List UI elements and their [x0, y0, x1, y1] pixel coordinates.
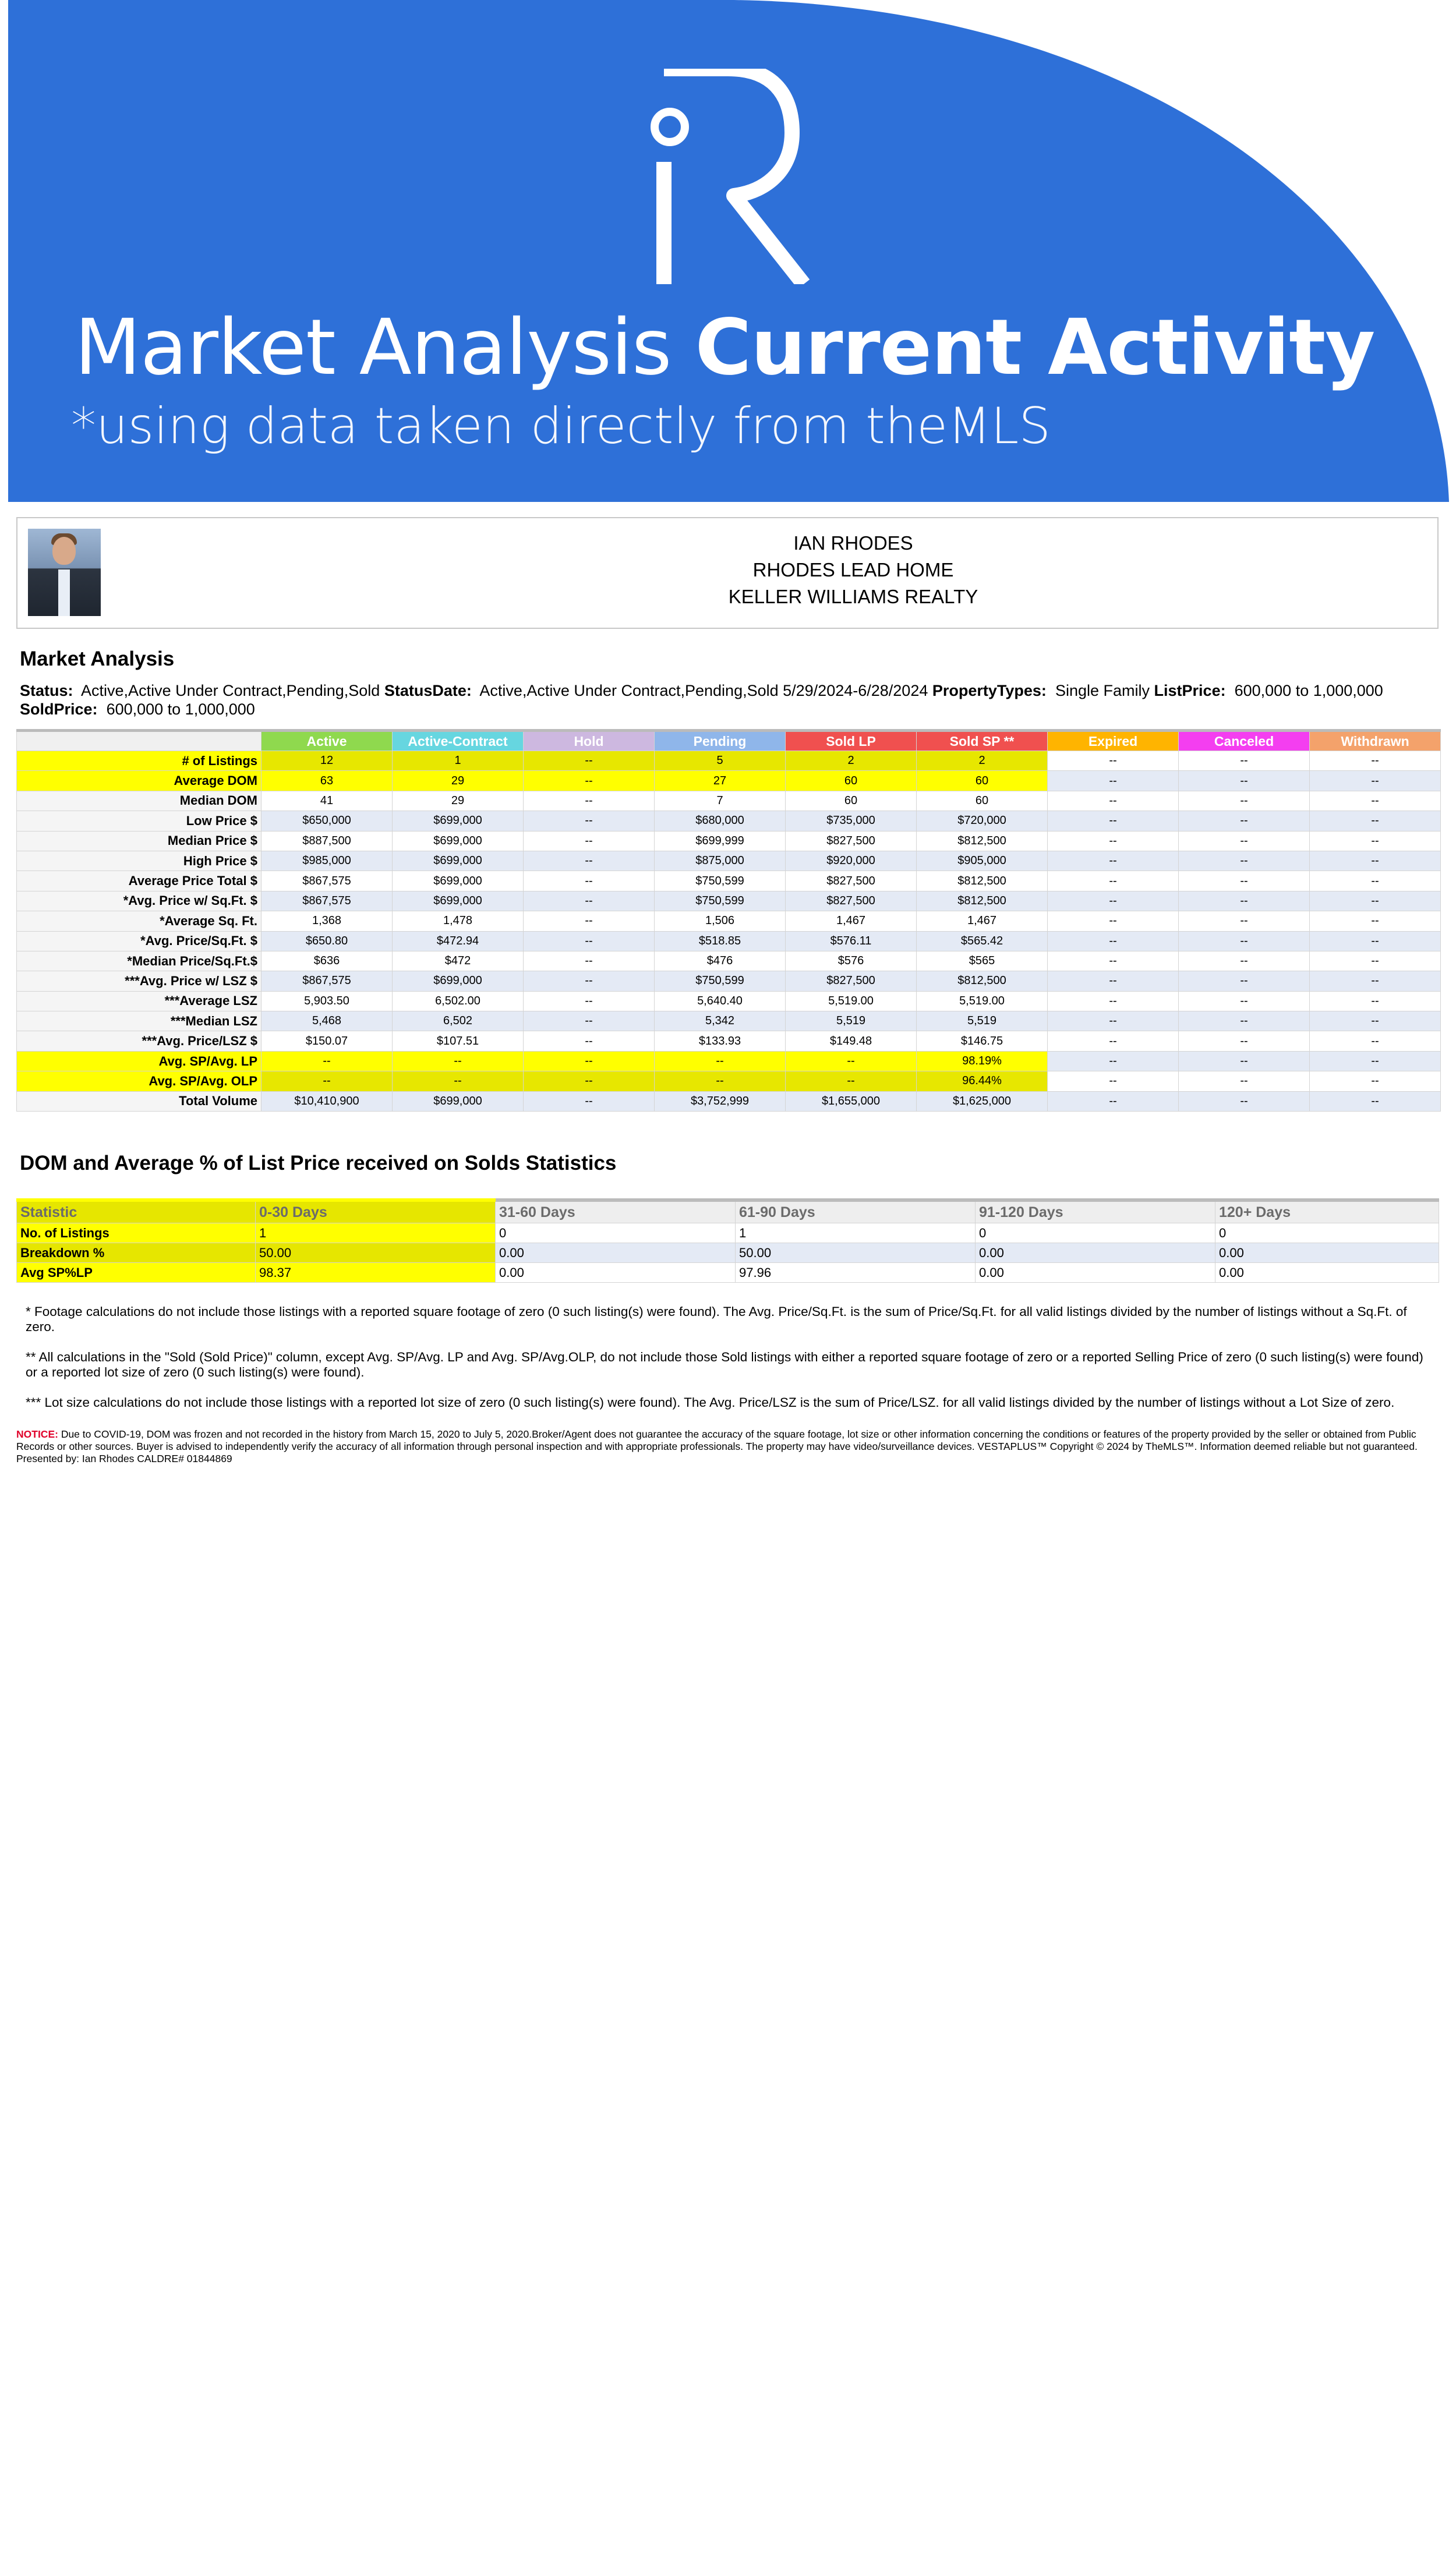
table-cell: $905,000: [917, 851, 1048, 871]
iR-logo-icon: [641, 69, 815, 284]
table-cell: 5,519.00: [917, 991, 1048, 1011]
table-cell: --: [524, 991, 655, 1011]
table-cell: --: [1048, 791, 1179, 811]
table-cell: 63: [261, 771, 393, 791]
table-cell: $875,000: [655, 851, 786, 871]
table-cell: 60: [917, 791, 1048, 811]
table-cell: --: [524, 911, 655, 931]
table-cell: $680,000: [655, 811, 786, 831]
table-cell: --: [1310, 871, 1441, 891]
table-cell: --: [1310, 1031, 1441, 1051]
market-analysis-heading: Market Analysis: [20, 647, 175, 670]
table-cell: --: [524, 871, 655, 891]
table-cell: --: [393, 1051, 524, 1071]
table-row: [17, 1243, 1439, 1263]
row-label: Average DOM: [17, 771, 261, 791]
table-cell: --: [786, 1071, 917, 1091]
table-cell: $867,575: [261, 891, 393, 911]
table-cell: 98.37: [256, 1263, 496, 1283]
column-header: 120+ Days: [1215, 1200, 1439, 1223]
table-cell: $827,500: [786, 871, 917, 891]
table-cell: 29: [393, 771, 524, 791]
row-label: Avg. SP/Avg. OLP: [17, 1071, 261, 1091]
table-cell: 5,519.00: [786, 991, 917, 1011]
row-label: Median DOM: [17, 791, 261, 811]
table-cell: $720,000: [917, 811, 1048, 831]
row-label: Avg SP%LP: [17, 1263, 256, 1283]
table-cell: --: [1048, 1031, 1179, 1051]
table-cell: --: [524, 951, 655, 971]
column-header: Sold SP **: [917, 731, 1048, 751]
table-cell: --: [1048, 1091, 1179, 1111]
dom-stats-table: [16, 1198, 1439, 1283]
table-cell: --: [1310, 911, 1441, 931]
table-cell: --: [1310, 1071, 1441, 1091]
table-row: [17, 1263, 1439, 1283]
notice-label: NOTICE:: [16, 1428, 58, 1440]
table-cell: 1,467: [786, 911, 917, 931]
table-cell: 60: [786, 771, 917, 791]
table-cell: --: [1179, 1051, 1310, 1071]
table-cell: --: [1048, 1011, 1179, 1031]
row-label: *Avg. Price w/ Sq.Ft. $: [17, 891, 261, 911]
table-cell: --: [524, 1051, 655, 1071]
page-subtitle: *using data taken directly from theMLS: [71, 397, 1051, 455]
table-cell: --: [1179, 891, 1310, 911]
table-cell: --: [524, 791, 655, 811]
table-cell: $133.93: [655, 1031, 786, 1051]
table-cell: --: [1179, 791, 1310, 811]
table-cell: --: [1179, 1091, 1310, 1111]
table-cell: $565: [917, 951, 1048, 971]
table-cell: --: [655, 1071, 786, 1091]
table-cell: $150.07: [261, 1031, 393, 1051]
table-cell: --: [1310, 771, 1441, 791]
table-cell: 60: [786, 791, 917, 811]
table-cell: $812,500: [917, 831, 1048, 851]
table-cell: --: [786, 1051, 917, 1071]
table-cell: 5,342: [655, 1011, 786, 1031]
table-cell: $699,000: [393, 971, 524, 991]
notice-text: Due to COVID-19, DOM was frozen and not recorded in the history from March 15, 2020 to July 5, 2020.Broker/Agent does not guarantee the accuracy of the square footage, lot size or other information concerning the conditions or features of the property provided by the seller or obtained from Public Records or other sources. Buyer is advised to independently verify the accuracy of all information through personal inspection and with appropriate professionals. The property may have video/surveillance devices. VESTAPLUS™ Copyright © 2024 by TheMLS™. Information deemed reliable but not guaranteed. Presented by: Ian Rhodes CALDRE# 01844869: [16, 1428, 1418, 1464]
table-cell: 27: [655, 771, 786, 791]
table-cell: --: [1048, 811, 1179, 831]
row-label: Avg. SP/Avg. LP: [17, 1051, 261, 1071]
table-cell: $750,599: [655, 871, 786, 891]
table-cell: --: [1310, 891, 1441, 911]
table-cell: $867,575: [261, 971, 393, 991]
table-cell: 5,468: [261, 1011, 393, 1031]
table-cell: $920,000: [786, 851, 917, 871]
table-cell: 1: [736, 1223, 976, 1243]
table-cell: $699,000: [393, 1091, 524, 1111]
table-row: [17, 1031, 1441, 1051]
table-cell: 0.00: [1215, 1243, 1439, 1263]
agent-brokerage: KELLER WILLIAMS REALTY: [728, 586, 978, 607]
table-cell: --: [1310, 811, 1441, 831]
table-row: [17, 1011, 1441, 1031]
table-cell: 0: [496, 1223, 736, 1243]
table-cell: 0: [1215, 1223, 1439, 1243]
table-cell: 5,903.50: [261, 991, 393, 1011]
table-cell: $518.85: [655, 931, 786, 951]
table-cell: --: [1179, 931, 1310, 951]
table-cell: 1: [393, 751, 524, 771]
table-cell: --: [524, 851, 655, 871]
table-cell: --: [1310, 1051, 1441, 1071]
table-row: [17, 751, 1441, 771]
table-cell: 0: [976, 1223, 1215, 1243]
row-label: No. of Listings: [17, 1223, 256, 1243]
agent-photo: [28, 529, 101, 616]
table-cell: --: [261, 1051, 393, 1071]
table-cell: $812,500: [917, 891, 1048, 911]
table-cell: --: [1048, 1071, 1179, 1091]
column-header: Pending: [655, 731, 786, 751]
table-row: [17, 891, 1441, 911]
agent-name: IAN RHODES: [793, 532, 913, 554]
table-cell: --: [524, 1031, 655, 1051]
table-cell: --: [1179, 851, 1310, 871]
table-cell: $472.94: [393, 931, 524, 951]
table-cell: $985,000: [261, 851, 393, 871]
table-cell: 1,467: [917, 911, 1048, 931]
table-cell: --: [524, 1011, 655, 1031]
table-header-blank: [17, 731, 261, 751]
table-row: [17, 1051, 1441, 1071]
column-header: Sold LP: [786, 731, 917, 751]
table-cell: $699,000: [393, 831, 524, 851]
table-row: [17, 791, 1441, 811]
page-title: Market Analysis Current Activity: [75, 303, 1375, 392]
market-analysis-table: [16, 729, 1441, 1112]
table-cell: --: [1310, 831, 1441, 851]
table-cell: $750,599: [655, 971, 786, 991]
table-cell: --: [1310, 991, 1441, 1011]
table-cell: 6,502.00: [393, 991, 524, 1011]
table-cell: 50.00: [736, 1243, 976, 1263]
notice: [16, 1428, 1437, 1465]
table-cell: 1,506: [655, 911, 786, 931]
table-cell: 41: [261, 791, 393, 811]
table-cell: $565.42: [917, 931, 1048, 951]
agent-card: [16, 517, 1439, 629]
table-cell: --: [524, 891, 655, 911]
footnote-1: * Footage calculations do not include those listings with a reported square footage of zero (0 such listing(s) were found). The Avg. Price/Sq.Ft. is the sum of Price/Sq.Ft. for all valid listings divided by the number of listings without a Sq.Ft. of zero.: [26, 1304, 1407, 1334]
table-row: [17, 811, 1441, 831]
table-row: [17, 991, 1441, 1011]
table-cell: 2: [917, 751, 1048, 771]
footnote-3: *** Lot size calculations do not include those listings with a reported lot size of zero (0 such listing(s) were found). The Avg. Price/LSZ is the sum of Price/LSZ. for all valid listings divided by the number of listings without a Lot Size of zero.: [26, 1395, 1395, 1410]
table-cell: --: [1179, 1031, 1310, 1051]
table-cell: $827,500: [786, 971, 917, 991]
table-cell: 1,368: [261, 911, 393, 931]
table-cell: $1,625,000: [917, 1091, 1048, 1111]
table-cell: --: [1048, 751, 1179, 771]
table-row: [17, 851, 1441, 871]
table-cell: --: [1179, 1071, 1310, 1091]
table-cell: --: [1048, 851, 1179, 871]
table-cell: --: [1048, 991, 1179, 1011]
table-cell: $812,500: [917, 871, 1048, 891]
column-header: Active-Contract: [393, 731, 524, 751]
table-cell: --: [1179, 971, 1310, 991]
table-cell: 29: [393, 791, 524, 811]
table-row: [17, 831, 1441, 851]
table-header-row: [17, 731, 1441, 751]
table-cell: $476: [655, 951, 786, 971]
table-cell: --: [1310, 971, 1441, 991]
row-label: Breakdown %: [17, 1243, 256, 1263]
table-cell: 0.00: [976, 1243, 1215, 1263]
row-label: *Avg. Price/Sq.Ft. $: [17, 931, 261, 951]
column-header: 31-60 Days: [496, 1200, 736, 1223]
column-header: 91-120 Days: [976, 1200, 1215, 1223]
table-cell: 0.00: [496, 1263, 736, 1283]
header-banner: [0, 0, 1456, 512]
search-criteria: Status: Active,Active Under Contract,Pending,Sold StatusDate: Active,Active Under Contract,Pending,Sold 5/29/2024-6/28/2024 PropertyTypes: Single Family ListPrice: 600,000 to 1,000,000 SoldPrice: 600,000 to 1,000,000: [20, 682, 1383, 718]
row-label: ***Average LSZ: [17, 991, 261, 1011]
table-cell: --: [1179, 811, 1310, 831]
table-cell: $812,500: [917, 971, 1048, 991]
table-cell: --: [1048, 871, 1179, 891]
dom-stats-heading: DOM and Average % of List Price received on Solds Statistics: [20, 1152, 617, 1174]
table-cell: --: [524, 831, 655, 851]
table-cell: --: [393, 1071, 524, 1091]
table-cell: $149.48: [786, 1031, 917, 1051]
row-label: ***Avg. Price/LSZ $: [17, 1031, 261, 1051]
table-cell: 0.00: [1215, 1263, 1439, 1283]
column-header: Hold: [524, 731, 655, 751]
table-cell: --: [1048, 891, 1179, 911]
table-cell: --: [1048, 831, 1179, 851]
table-cell: --: [1310, 951, 1441, 971]
table-cell: $699,000: [393, 851, 524, 871]
table-cell: --: [1048, 911, 1179, 931]
table-cell: --: [1310, 1011, 1441, 1031]
table-cell: $3,752,999: [655, 1091, 786, 1111]
table-cell: $699,000: [393, 891, 524, 911]
table-cell: --: [1179, 951, 1310, 971]
table-cell: --: [1048, 1051, 1179, 1071]
footnotes: [26, 1304, 1429, 1425]
table-cell: $699,999: [655, 831, 786, 851]
table-row: [17, 1071, 1441, 1091]
row-label: ***Median LSZ: [17, 1011, 261, 1031]
table-cell: --: [1179, 771, 1310, 791]
table-cell: $107.51: [393, 1031, 524, 1051]
table-cell: --: [1310, 1091, 1441, 1111]
table-cell: 0.00: [976, 1263, 1215, 1283]
table-cell: --: [1179, 1011, 1310, 1031]
table-cell: --: [524, 771, 655, 791]
agent-info: [635, 530, 1072, 610]
table-cell: 12: [261, 751, 393, 771]
table-row: [17, 771, 1441, 791]
table-cell: --: [1179, 911, 1310, 931]
column-header: Statistic: [17, 1200, 256, 1223]
table-cell: --: [1048, 931, 1179, 951]
row-label: # of Listings: [17, 751, 261, 771]
table-cell: 5,519: [917, 1011, 1048, 1031]
table-cell: 5: [655, 751, 786, 771]
row-label: Low Price $: [17, 811, 261, 831]
table-cell: 97.96: [736, 1263, 976, 1283]
table-cell: --: [655, 1051, 786, 1071]
column-header: Withdrawn: [1310, 731, 1441, 751]
table-cell: --: [1310, 751, 1441, 771]
footnote-2: ** All calculations in the "Sold (Sold Price)" column, except Avg. SP/Avg. LP and Avg. SP/Avg.OLP, do not include those Sold listings with either a reported square footage of zero or a reported Selling Price of zero (0 such listing(s) were found) or a reported lot size of zero (0 such listing(s) were found).: [26, 1350, 1423, 1379]
table-cell: $472: [393, 951, 524, 971]
column-header: Active: [261, 731, 393, 751]
table-cell: 98.19%: [917, 1051, 1048, 1071]
dom-header-row: [17, 1200, 1439, 1223]
table-cell: --: [1179, 871, 1310, 891]
table-cell: 5,519: [786, 1011, 917, 1031]
table-cell: 60: [917, 771, 1048, 791]
table-cell: $650.80: [261, 931, 393, 951]
table-cell: --: [524, 751, 655, 771]
table-cell: $735,000: [786, 811, 917, 831]
table-cell: --: [1179, 831, 1310, 851]
table-cell: 1,478: [393, 911, 524, 931]
table-cell: 5,640.40: [655, 991, 786, 1011]
row-label: *Average Sq. Ft.: [17, 911, 261, 931]
table-cell: --: [524, 1091, 655, 1111]
table-row: [17, 931, 1441, 951]
table-cell: 0.00: [496, 1243, 736, 1263]
column-header: 61-90 Days: [736, 1200, 976, 1223]
table-cell: $576.11: [786, 931, 917, 951]
table-cell: 7: [655, 791, 786, 811]
table-cell: --: [524, 971, 655, 991]
table-cell: $146.75: [917, 1031, 1048, 1051]
table-cell: $827,500: [786, 831, 917, 851]
table-cell: --: [1048, 951, 1179, 971]
table-cell: --: [524, 931, 655, 951]
row-label: Median Price $: [17, 831, 261, 851]
table-row: [17, 1091, 1441, 1111]
row-label: Total Volume: [17, 1091, 261, 1111]
table-cell: --: [1048, 971, 1179, 991]
table-cell: --: [1048, 771, 1179, 791]
table-cell: $636: [261, 951, 393, 971]
table-row: [17, 871, 1441, 891]
table-cell: $10,410,900: [261, 1091, 393, 1111]
table-row: [17, 1223, 1439, 1243]
table-cell: --: [524, 811, 655, 831]
table-cell: $576: [786, 951, 917, 971]
column-header: Canceled: [1179, 731, 1310, 751]
row-label: Average Price Total $: [17, 871, 261, 891]
table-row: [17, 951, 1441, 971]
table-cell: $699,000: [393, 811, 524, 831]
table-cell: --: [524, 1071, 655, 1091]
table-cell: $750,599: [655, 891, 786, 911]
table-row: [17, 971, 1441, 991]
agent-team: RHODES LEAD HOME: [752, 559, 954, 581]
table-cell: 50.00: [256, 1243, 496, 1263]
table-cell: --: [261, 1071, 393, 1091]
table-cell: 2: [786, 751, 917, 771]
table-cell: --: [1310, 851, 1441, 871]
table-cell: 1: [256, 1223, 496, 1243]
table-cell: 6,502: [393, 1011, 524, 1031]
table-cell: $827,500: [786, 891, 917, 911]
table-cell: --: [1179, 751, 1310, 771]
table-cell: --: [1310, 931, 1441, 951]
row-label: ***Avg. Price w/ LSZ $: [17, 971, 261, 991]
table-cell: $650,000: [261, 811, 393, 831]
row-label: High Price $: [17, 851, 261, 871]
table-cell: $887,500: [261, 831, 393, 851]
column-header: 0-30 Days: [256, 1200, 496, 1223]
row-label: *Median Price/Sq.Ft.$: [17, 951, 261, 971]
column-header: Expired: [1048, 731, 1179, 751]
table-row: [17, 911, 1441, 931]
table-cell: --: [1179, 991, 1310, 1011]
table-cell: $867,575: [261, 871, 393, 891]
table-cell: $1,655,000: [786, 1091, 917, 1111]
table-cell: $699,000: [393, 871, 524, 891]
table-cell: 96.44%: [917, 1071, 1048, 1091]
table-cell: --: [1310, 791, 1441, 811]
